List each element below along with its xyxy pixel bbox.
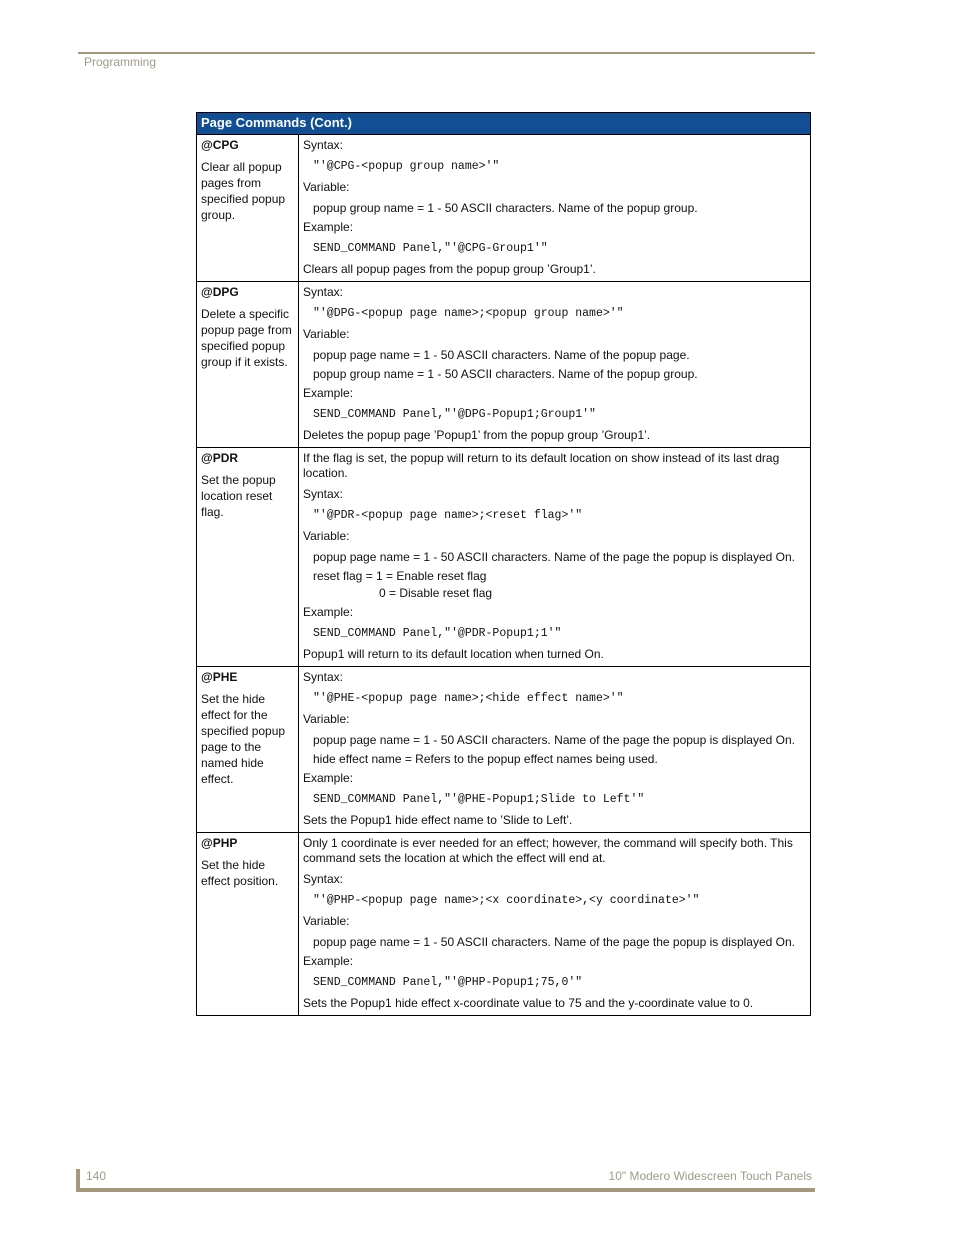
command-row [197, 135, 811, 282]
command-row [197, 833, 811, 1016]
command-intro: If the flag is set, the popup will return to its default location on show instead of its last drag location. [303, 451, 780, 480]
command-note: Deletes the popup page ’Popup1’ from the popup group ’Group1’. [303, 428, 651, 442]
variable-label: Variable: [303, 712, 350, 726]
example-code: SEND_COMMAND Panel,"'@PHP-Popup1;75,0'" [313, 976, 583, 989]
command-details-cell [299, 448, 811, 667]
variable-item: popup page name = 1 - 50 ASCII characters. Name of the page the popup is displayed On. [313, 733, 795, 747]
example-code: SEND_COMMAND Panel,"'@PDR-Popup1;1'" [313, 627, 562, 640]
variable-item-continued: 0 = Disable reset flag [379, 586, 493, 600]
variable-item: popup page name = 1 - 50 ASCII characters. Name of the page the popup is displayed On. [313, 935, 795, 949]
command-row [197, 282, 811, 448]
header-rule [78, 52, 815, 54]
example-label: Example: [303, 605, 354, 619]
example-label: Example: [303, 954, 354, 968]
command-details-cell [299, 667, 811, 833]
command-note: Clears all popup pages from the popup group ’Group1’. [303, 262, 596, 276]
command-intro: Only 1 coordinate is ever needed for an effect; however, the command will specify both. This command sets the location at which the effect will end at. [303, 836, 793, 865]
variable-label: Variable: [303, 529, 350, 543]
example-code: SEND_COMMAND Panel,"'@PHE-Popup1;Slide to Left'" [313, 793, 645, 806]
variable-item: popup page name = 1 - 50 ASCII characters. Name of the popup page. [313, 348, 690, 362]
document-title: 10" Modero Widescreen Touch Panels [608, 1169, 812, 1183]
example-label: Example: [303, 220, 354, 234]
footer-rule [78, 1188, 815, 1192]
command-row [197, 667, 811, 833]
variable-label: Variable: [303, 914, 350, 928]
command-name: @CPG [201, 138, 239, 152]
table-header-row [197, 113, 811, 135]
syntax-label: Syntax: [303, 138, 344, 152]
command-note: Popup1 will return to its default location when turned On. [303, 647, 604, 661]
command-cell [197, 282, 299, 448]
variable-item: popup page name = 1 - 50 ASCII characters. Name of the page the popup is displayed On. [313, 550, 795, 564]
command-cell [197, 833, 299, 1016]
command-name: @PDR [201, 451, 239, 465]
example-code: SEND_COMMAND Panel,"'@DPG-Popup1;Group1'" [313, 408, 596, 421]
command-description: Delete a specific popup page from specified popup group if it exists. [201, 307, 292, 369]
syntax-label: Syntax: [303, 872, 344, 886]
command-name: @PHP [201, 836, 238, 850]
variable-item: hide effect name = Refers to the popup effect names being used. [313, 752, 658, 766]
syntax-label: Syntax: [303, 487, 344, 501]
command-details-cell [299, 833, 811, 1016]
page-number: 140 [86, 1169, 107, 1183]
command-description: Set the hide effect position. [201, 858, 279, 888]
command-note: Sets the Popup1 hide effect x-coordinate value to 75 and the y-coordinate value to 0. [303, 996, 754, 1010]
example-code: SEND_COMMAND Panel,"'@CPG-Group1'" [313, 242, 548, 255]
command-cell [197, 667, 299, 833]
page-commands-table [196, 112, 811, 1016]
command-description: Clear all popup pages from specified popup group. [201, 160, 286, 222]
command-cell [197, 448, 299, 667]
syntax-label: Syntax: [303, 285, 344, 299]
syntax-code: "'@PHP-<popup page name>;<x coordinate>,<y coordinate>'" [313, 894, 700, 907]
command-name: @PHE [201, 670, 238, 684]
variable-item: popup group name = 1 - 50 ASCII characters. Name of the popup group. [313, 201, 698, 215]
example-label: Example: [303, 771, 354, 785]
command-description: Set the popup location reset flag. [201, 473, 276, 519]
syntax-label: Syntax: [303, 670, 344, 684]
command-details-cell [299, 135, 811, 282]
variable-label: Variable: [303, 327, 350, 341]
command-note: Sets the Popup1 hide effect name to ’Slide to Left’. [303, 813, 573, 827]
table-title: Page Commands (Cont.) [197, 113, 811, 135]
variable-item: reset flag = 1 = Enable reset flag [313, 569, 487, 583]
syntax-code: "'@DPG-<popup page name>;<popup group name>'" [313, 307, 624, 320]
command-name: @DPG [201, 285, 239, 299]
command-description: Set the hide effect for the specified popup page to the named hide effect. [201, 692, 286, 786]
variable-label: Variable: [303, 180, 350, 194]
command-details-cell [299, 282, 811, 448]
syntax-code: "'@CPG-<popup group name>'" [313, 160, 500, 173]
example-label: Example: [303, 386, 354, 400]
syntax-code: "'@PHE-<popup page name>;<hide effect name>'" [313, 692, 624, 705]
command-row [197, 448, 811, 667]
section-label: Programming [84, 55, 157, 69]
command-cell [197, 135, 299, 282]
variable-item: popup group name = 1 - 50 ASCII characters. Name of the popup group. [313, 367, 698, 381]
syntax-code: "'@PDR-<popup page name>;<reset flag>'" [313, 509, 583, 522]
